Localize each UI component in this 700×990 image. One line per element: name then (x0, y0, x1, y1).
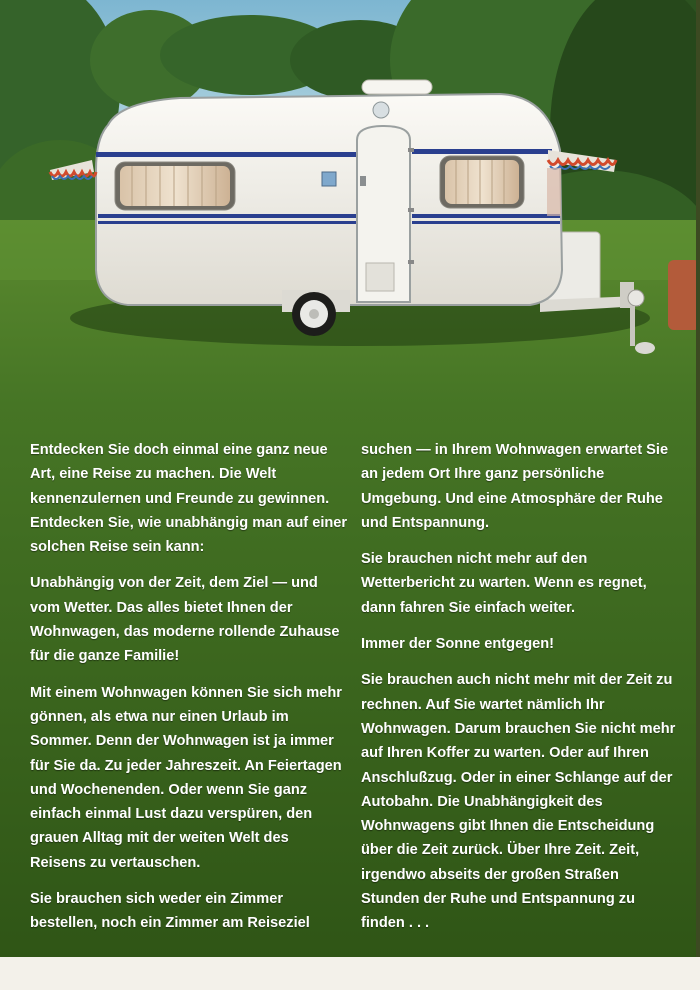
right-text-column (361, 438, 679, 948)
paragraph: Sie brauchen sich weder ein Zimmer bestellen, noch ein Zimmer am Reiseziel (30, 891, 310, 932)
paper-margin (0, 957, 700, 990)
paragraph: Mit einem Wohnwagen können Sie sich mehr gönnen, als etwa nur einen Urlaub im Sommer. Denn der Wohnwagen ist ja immer für Sie da. Zu jeder Jahreszeit. An Feiertagen und Wochenenden. Oder wenn Sie ganz einfach einmal Lust dazu verspüren, den grauen Alltag mit der weiten Welt des Reisens zu vertauschen. (30, 684, 342, 871)
paragraph: suchen — in Ihrem Wohnwagen erwartet Sie an jedem Ort Ihre ganz persönliche Umgebung. Und eine Atmosphäre der Ruhe und Entspannung. (361, 442, 669, 531)
paragraph: Immer der Sonne entgegen! (361, 636, 554, 653)
page-edge (696, 0, 700, 960)
paragraph: Sie brauchen nicht mehr auf den Wetterbericht zu warten. Wenn es regnet, dann fahren Sie einfach weiter. (361, 551, 647, 616)
paragraph: Unabhängig von der Zeit, dem Ziel — und vom Wetter. Das alles bietet Ihnen der Wohnwagen, das moderne rollende Zuhause für die ganze Familie! (30, 575, 340, 665)
left-text-column (30, 438, 348, 948)
paragraph: Sie brauchen auch nicht mehr mit der Zeit zu rechnen. Auf Sie wartet nämlich Ihr Wohnwagen. Darum brauchen Sie nicht mehr auf Ihren Koffer zu warten. Oder auf Ihren Anschlußzug. Oder in einer Schlange auf der Autobahn. Die Unabhängigkeit des Wohnwagens gibt Ihnen die Entscheidung über die Zeit zurück. Über Ihre Zeit. Zeit, irgendwo abseits der großen Straßen Stunden der Ruhe und Entspannung zu finden . . . (361, 672, 676, 932)
paragraph: Entdecken Sie doch einmal eine ganz neue Art, eine Reise zu machen. Die Welt kennenzulernen und Freunde zu gewinnen. Entdecken Sie, wie unabhängig man auf einer solchen Reise sein kann: (30, 442, 348, 556)
